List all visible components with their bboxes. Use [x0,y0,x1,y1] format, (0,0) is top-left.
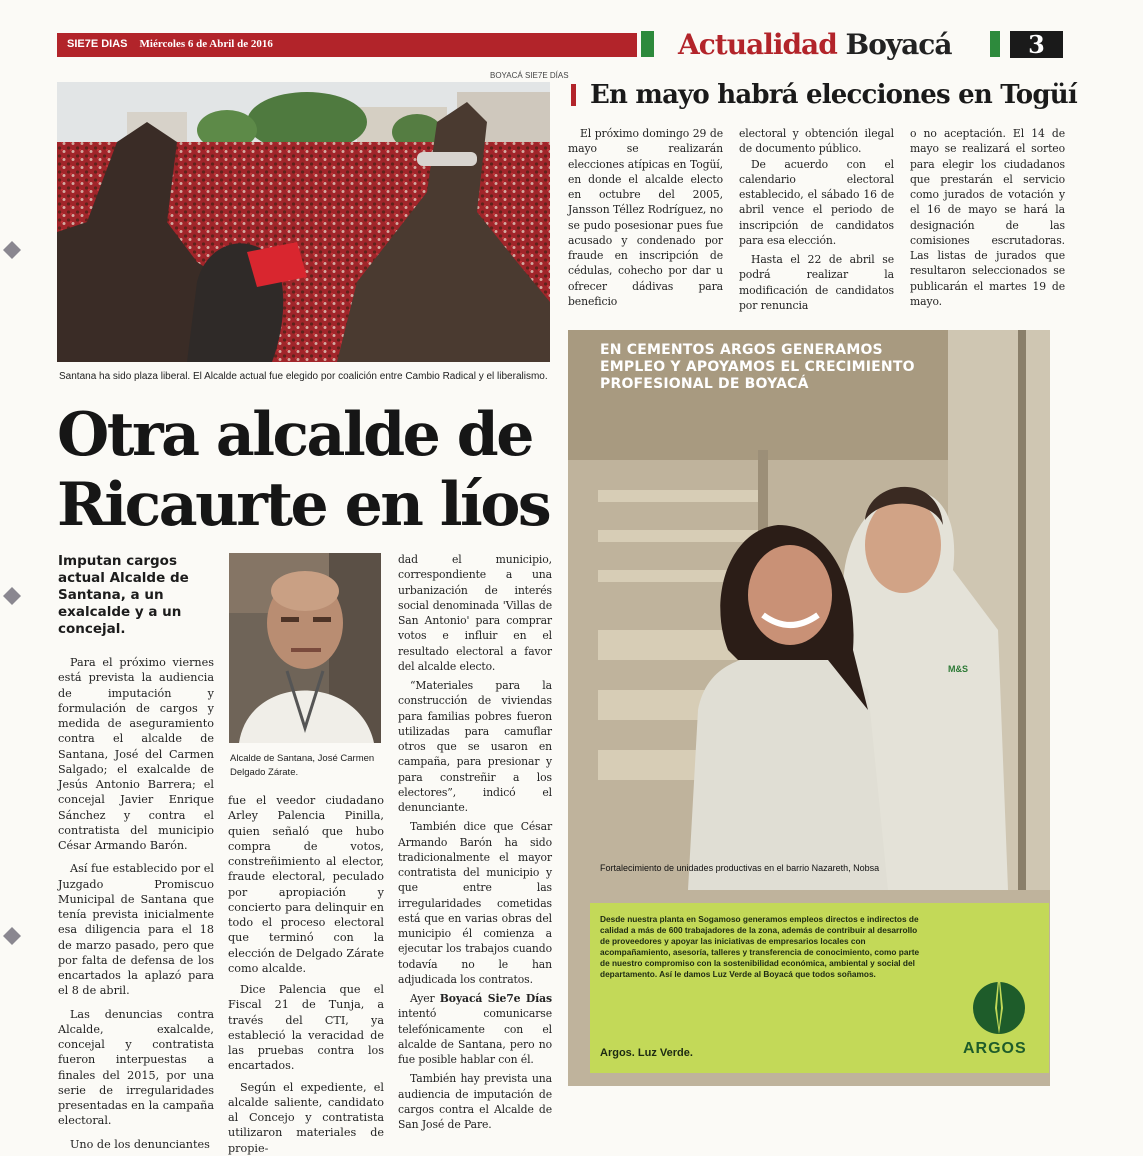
binder-hole-icon [2,240,22,260]
header-brand-date [67,38,273,50]
paragraph: De acuerdo con el calendario electoral establecido, el sábado 16 de abril vence el periodo de inscripción de candidatos para esa elección. [739,157,894,247]
brand-label: SIE7E DIAS [67,38,128,50]
binder-hole-icon [2,586,22,606]
paragraph [398,991,552,1067]
paragraph: El próximo domingo 29 de mayo se realizarán elecciones atípicas en Togüí, en donde el alcalde electo en octubre del 2005, Jansson Téllez Rodríguez, no se pudo posesionar pues fue acusado y condenado por fraude en inscripción de cédulas, cohecho por dar u ofrecer dádivas para beneficio [568,127,723,308]
argos-logo-icon [962,968,1037,1038]
paragraph: Dice Palencia que el Fiscal 21 de Tunja, a través del CTI, ya estableció la veracidad de las pruebas contra los encartados. [228,983,384,1073]
issue-date: Miércoles 6 de Abril de 2016 [139,38,273,50]
paragraph: o no aceptación. El 14 de mayo se realizará el sorteo para elegir los ciudadanos que prestarán el servicio como jurados de votación y el 16 de mayo se hará la designación de las comisiones escrutadoras. Las listas de jurados que resultaron seleccionados se publicarán el martes 19 de mayo. [910,127,1065,308]
side-col-1 [568,126,723,309]
mayor-portrait [229,553,381,743]
newspaper-name: Boyacá Sie7e Días [439,992,552,1005]
section-title-b: Boyacá [845,28,952,61]
photo-credit: BOYACÁ SIE7E DÍAS [490,71,569,80]
shirt-logo: M&S [948,664,968,674]
ad-photo-caption: Fortalecimiento de unidades productivas en el barrio Nazareth, Nobsa [600,863,880,873]
main-headline-line-2: Ricaurte en líos [57,470,550,540]
paragraph: electoral y obtención ilegal de documento público. [739,127,894,156]
argos-brand: ARGOS [963,1040,1027,1057]
paragraph: También hay prevista una audiencia de imputación de cargos contra el Alcalde de San José de Pare. [398,1072,552,1131]
paragraph: dad el municipio, correspondiente a una urbanización de interés social denominada 'Villas de San Antonio' para comprar votos e influir en el resultado electoral a favor del alcalde electo. [398,553,552,673]
main-col-2 [228,793,384,1156]
main-col-3 [398,552,552,1132]
binder-hole-icon [2,926,22,946]
side-headline: En mayo habrá elecciones en Togüí [590,80,1077,110]
section-title-a: Actualidad [678,28,837,61]
paragraph-rest: intentó comunicarse telefónicamente con el alcalde de Santana, pero no fue posible hablar con él. [398,1007,552,1066]
ad-headline-line-3: PROFESIONAL DE BOYACÁ [600,376,809,392]
paragraph: Hasta el 22 de abril se podrá realizar la modificación de candidatos por renuncia [739,253,894,312]
paragraph: Así fue establecido por el Juzgado Promiscuo Municipal de Santana que tenía prevista inicialmente esa diligencia para el 18 de marzo pasado, pero que por falta de defensa de los encartados la aplazó para el 8 de abril. [58,862,214,998]
paragraph: fue el veedor ciudadano Arley Palencia Pinilla, quien señaló que hubo compra de votos, constreñimiento al elector, fraude electoral, peculado por apropiación y concierto para delinquir en todo el proceso electoral que terminó con la elección de Delgado Zárate como alcalde. [228,794,384,975]
header-green-block [641,31,654,57]
paragraph-lead: Ayer [410,992,435,1005]
ad-copy: Desde nuestra planta en Sogamoso generamos empleos directos e indirectos de calidad a más de 600 trabajadores de la zona, además de contribuir al desarrollo de proveedores y apoyar las iniciativas de empresarios locales con acompañamiento, asesoría, talleres y transferencia de conocimiento, como parte de nuestro compromiso con la sostenibilidad económica, ambiental y social del departamento. Así le damos Luz Verde al Boyacá que todos soñamos. [600,914,920,979]
portrait-caption-line-2: Delgado Zárate. [230,767,299,778]
ad-tagline: Argos. Luz Verde. [600,1047,693,1059]
paragraph: Para el próximo viernes está prevista la audiencia de imputación y formulación de cargos y medida de aseguramiento contra el alcalde de Santana, José del Carmen Salgado; el exalcalde de Jesús Antonio Barrera; el concejal Javier Enrique Sánchez y contra el contratista del municipio César Armando Barón. [58,656,214,852]
side-col-2 [739,126,894,313]
article-deck: Imputan cargos actual Alcalde de Santana, a un exalcalde y a un concejal. [58,553,189,637]
main-headline [57,400,557,540]
paragraph: Según el expediente, el alcalde saliente, candidato al Concejo y contratista utilizaron materiales de propie- [228,1080,384,1155]
side-col-3 [910,126,1065,309]
paragraph: Las denuncias contra Alcalde, exalcalde, concejal y contratista fueron interpuestas a finales del 2015, por una serie de irregularidades presentadas en la campaña electoral. [58,1007,214,1128]
ad-headline [600,342,920,393]
rally-photo-caption: Santana ha sido plaza liberal. El Alcalde actual fue elegido por coalición entre Cambio Radical y el liberalismo. [59,371,548,382]
ad-headline-line-2: EMPLEO Y APOYAMOS EL CRECIMIENTO [600,359,915,375]
page-number: 3 [1010,31,1063,58]
portrait-caption [230,752,374,780]
page-green-block [990,31,1000,57]
section-title [678,28,951,61]
side-headline-marker [571,84,576,106]
paragraph: Uno de los denunciantes [70,1137,210,1151]
rally-photo [57,82,550,362]
ad-headline-line-1: EN CEMENTOS ARGOS GENERAMOS [600,342,883,358]
main-headline-line-1: Otra alcalde de [57,400,532,470]
paragraph: “Materiales para la construcción de viviendas para familias pobres fueron utilizadas para camuflar otros que se usaron en campaña, para presionar y para constreñir a los electores”, indicó el denunciante. [398,679,552,814]
main-col-1 [58,655,214,1152]
portrait-caption-line-1: Alcalde de Santana, José Carmen [230,753,375,764]
paragraph: También dice que César Armando Barón ha sido tradicionalmente el mayor contratista del municipio y que entre las irregularidades cometidas está que en varias obras del municipio él comienza a ejecutar los trabajos cuando todavía no le han adjudicada los contratos. [398,820,552,986]
